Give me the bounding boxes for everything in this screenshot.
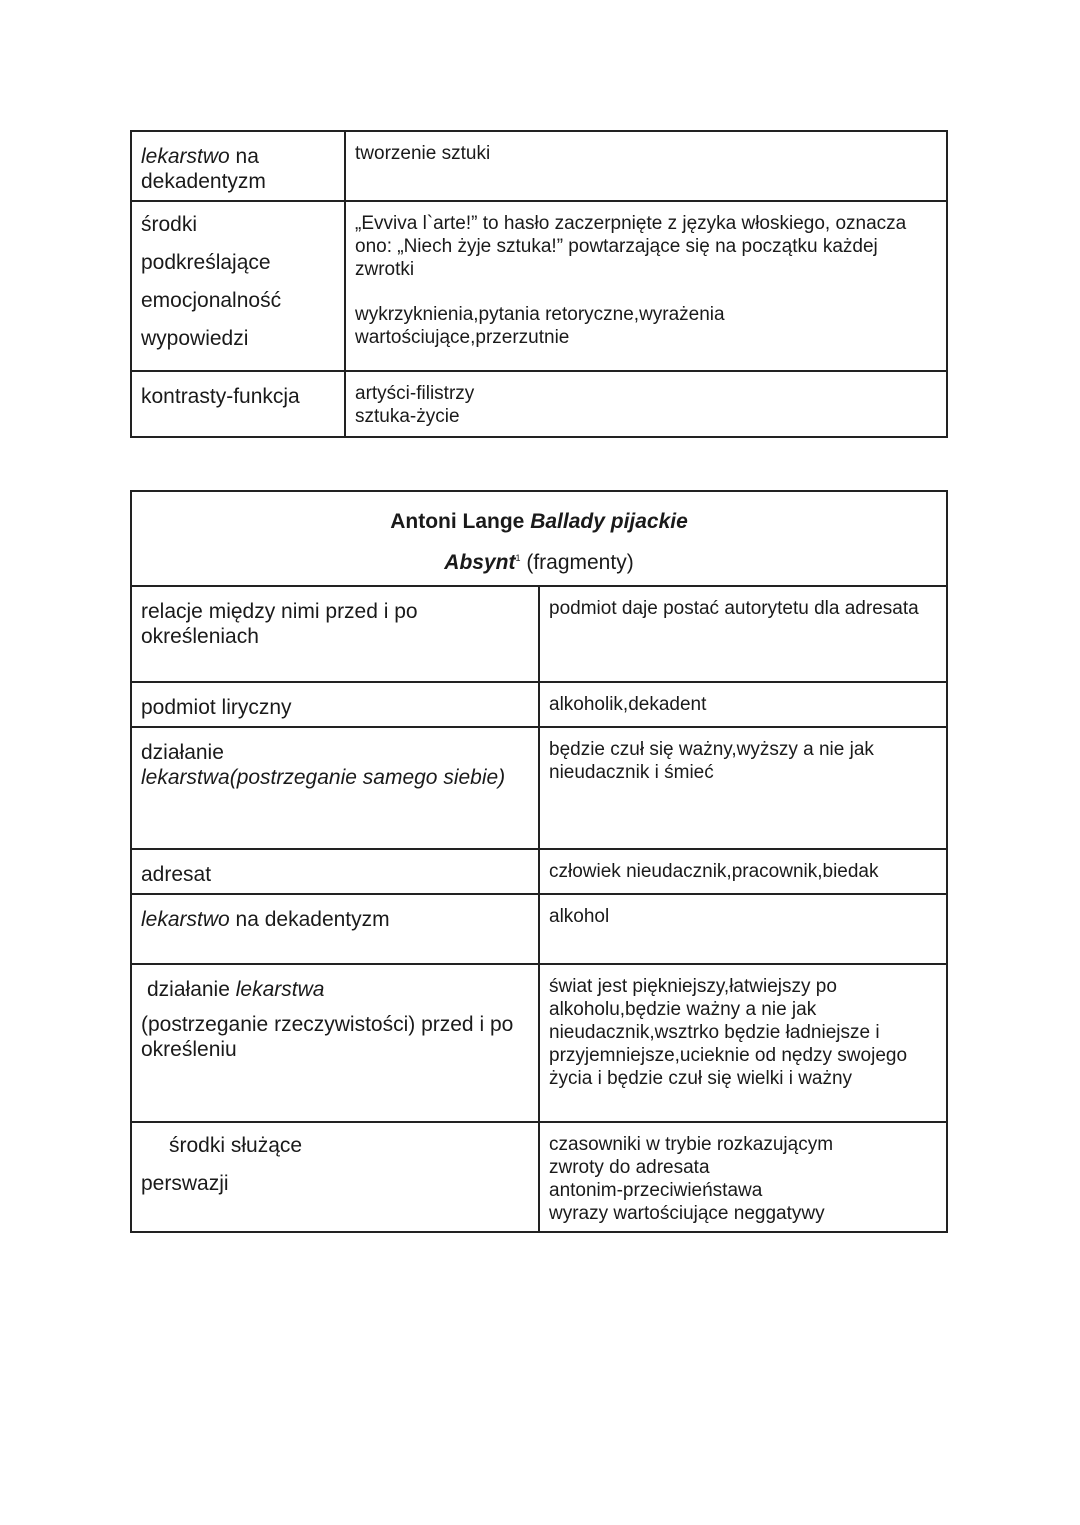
row-value: alkoholik,dekadent bbox=[549, 694, 707, 715]
row-label: adresat bbox=[141, 863, 212, 886]
table-row bbox=[131, 894, 947, 964]
table-header-row bbox=[131, 491, 947, 586]
table-row bbox=[131, 201, 947, 371]
row-label: lekarstwo na dekadentyzm bbox=[141, 908, 390, 931]
row-label: działanie lekarstwa(postrzeganie samego siebie) bbox=[141, 741, 506, 789]
row-label: środki podkreślające emocjonalność wypowiedzi bbox=[141, 213, 282, 350]
table-absynt bbox=[130, 490, 948, 1233]
table-row bbox=[131, 727, 947, 849]
row-value: tworzenie sztuki bbox=[355, 143, 491, 164]
table-row bbox=[131, 1122, 947, 1232]
footnote-marker: 1 bbox=[515, 553, 521, 563]
row-value: alkohol bbox=[549, 906, 610, 927]
table-row bbox=[131, 586, 947, 682]
table-row bbox=[131, 849, 947, 894]
row-value: czasowniki w trybie rozkazującym zwroty do adresata antonim-przeciwieństawa wyrazy wartościujące neggatywy bbox=[549, 1134, 834, 1224]
table-row bbox=[131, 131, 947, 201]
row-value: podmiot daje postać autorytetu dla adresata bbox=[549, 598, 919, 619]
row-value: będzie czuł się ważny,wyższy a nie jak nieudacznik i śmieć bbox=[549, 739, 874, 783]
row-value: świat jest piękniejszy,łatwiejszy po alkoholu,będzie ważny a nie jak nieudacznik,wsztrko będzie ładniejsze i przyjemniejsze,ucieknie od nędzy swojego życia i będzie czuł się wielki i ważny bbox=[549, 976, 908, 1089]
row-value: artyści-filistrzy sztuka-życie bbox=[355, 383, 475, 427]
table-title: Antoni Lange Ballady pijackie Absynt$^1$ (fragmenty) bbox=[390, 510, 688, 574]
row-label: kontrasty-funkcja bbox=[141, 385, 300, 408]
table-art bbox=[130, 130, 948, 438]
table-row bbox=[131, 371, 947, 437]
table-row bbox=[131, 682, 947, 727]
row-value: „Evviva l`arte!” to hasło zaczerpnięte z języka włoskiego, oznacza ono: „Niech żyje sztuka!” powtarzające się na początku każdej zwrotki wykrzyknienia,pytania retoryczne,wyrażenia wartościujące,przerzutnie bbox=[355, 213, 907, 348]
row-label: środki służące perswazji bbox=[141, 1134, 303, 1195]
row-label: działanie lekarstwa (postrzeganie rzeczywistości) przed i po określeniu bbox=[141, 978, 514, 1061]
row-label: relacje między nimi przed i po określeniach bbox=[141, 600, 418, 648]
row-label: lekarstwo na dekadentyzm bbox=[141, 145, 266, 193]
row-value: człowiek nieudacznik,pracownik,biedak bbox=[549, 861, 879, 882]
row-label: podmiot liryczny bbox=[141, 696, 292, 719]
table-row bbox=[131, 964, 947, 1122]
